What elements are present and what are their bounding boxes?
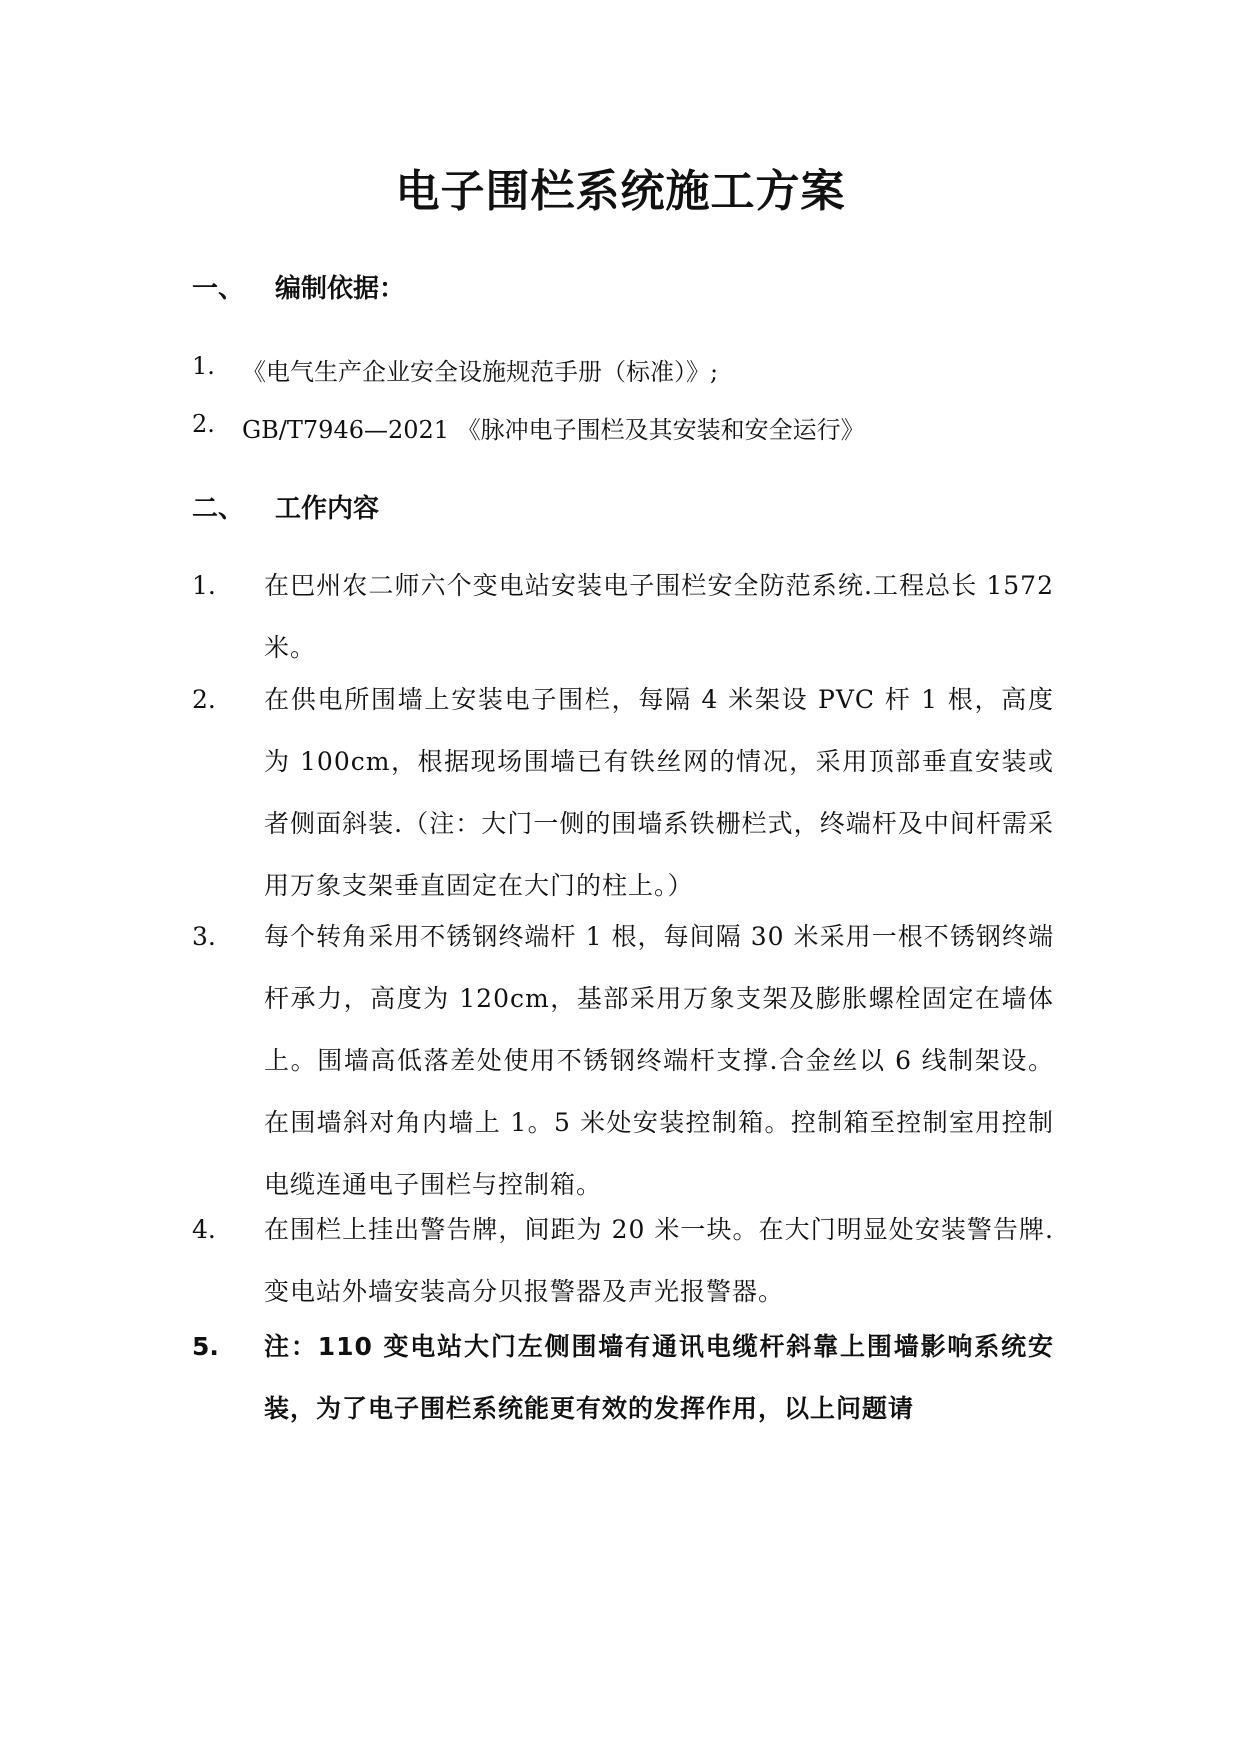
item-text: GB/T7946—2021 《脉冲电子围栏及其安装和安全运行》	[242, 416, 865, 444]
work-item	[192, 906, 1072, 1216]
section-number: 一、	[192, 274, 245, 304]
item-number: 2.	[192, 410, 215, 438]
work-item	[192, 669, 1072, 917]
item-number: 4.	[192, 1215, 216, 1244]
item-text: 在巴州农二师六个变电站安装电子围栏安全防范系统.工程总长 1572 米。	[264, 571, 1054, 662]
item-number: 3.	[192, 922, 216, 951]
document-title: 电子围栏系统施工方案	[395, 166, 846, 217]
item-text: 《电气生产企业安全设施规范手册（标准）》;	[242, 358, 719, 386]
work-item	[192, 1199, 1072, 1323]
section-number: 二、	[192, 494, 245, 524]
item-number: 1.	[192, 352, 215, 380]
item-number: 5.	[192, 1332, 219, 1361]
item-text: 在围栏上挂出警告牌，间距为 20 米一块。在大门明显处安装警告牌.变电站外墙安装高分贝报警器及声光报警器。	[264, 1215, 1054, 1306]
item-text: 在供电所围墙上安装电子围栏，每隔 4 米架设 PVC 杆 1 根，高度为 100cm，根据现场围墙已有铁丝网的情况，采用顶部垂直安装或者侧面斜装.（注：大门一侧的围墙系铁栅栏式，终端杆及中间杆需采用万象支架垂直固定在大门的柱上。）	[264, 685, 1054, 900]
section-title: 工作内容	[275, 494, 380, 524]
item-number: 2.	[192, 685, 216, 714]
work-item-note	[192, 1316, 1072, 1440]
work-item	[192, 555, 1072, 679]
item-text: 每个转角采用不锈钢终端杆 1 根，每间隔 30 米采用一根不锈钢终端杆承力，高度为 120cm，基部采用万象支架及膨胀螺栓固定在墙体上。围墙高低落差处使用不锈钢终端杆支撑.合金丝以 6 线制架设。在围墙斜对角内墙上 1。5 米处安装控制箱。控制箱至控制室用控制电缆连通电子围栏与控制箱。	[264, 922, 1054, 1199]
item-number: 1.	[192, 571, 216, 600]
item-text: 注：110 变电站大门左侧围墙有通讯电缆杆斜靠上围墙影响系统安装，为了电子围栏系统能更有效的发挥作用，以上问题请	[264, 1332, 1054, 1423]
section-title: 编制依据：	[275, 274, 406, 304]
